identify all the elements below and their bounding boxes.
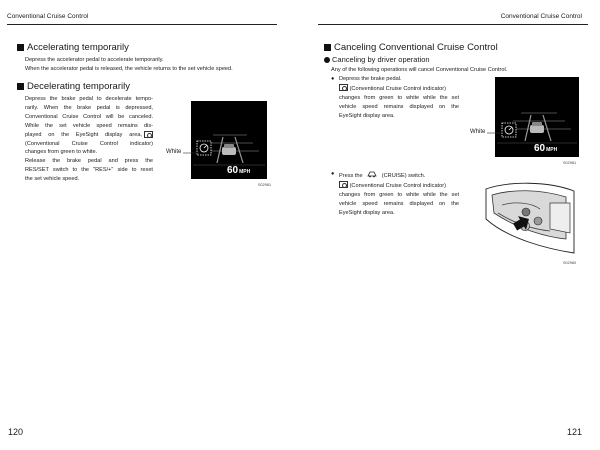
figure-code: S02981 [258,183,272,187]
section-heading-decelerating: Decelerating temporarily [17,81,130,92]
cruise-indicator-icon [339,84,348,91]
running-header-right: Conventional Cruise Control [500,13,582,20]
eyesight-display-figure [495,77,579,157]
car-icon [530,125,544,133]
subheading-driver-operation: Canceling by driver operation [324,55,430,64]
callout-line [487,130,502,136]
square-bullet-icon [17,44,24,51]
cruise-switch-icon [366,170,378,178]
decelerating-text: Depress the brake pedal to decelerate tempo- rarily. When the brake pedal is depressed, Conventional Cruise Control will be canceled. While the set vehicle speed remains dis- played on the EyeSight display area, (Conventional Cruise Control indicator) changes from green to white. Release the brake pedal and press the RES/SET switch to the "RES/+" side to reset the set vehicle speed. [25,96,153,183]
round-bullet-icon [324,57,330,63]
bullet-cruise-switch: ● Press the (CRUISE) switch. (Conventional Cruise Control indicator) changes from green to white while the set vehicle speed remains displayed on the EyeSight display area. [331,171,459,216]
callout-line [183,150,199,156]
square-bullet-icon [324,44,331,51]
callout-white-label: White [470,129,486,135]
figure-code: S02981 [563,161,577,165]
car-icon [222,147,236,155]
steering-wheel-figure [478,179,580,257]
section-heading-canceling: Canceling Conventional Cruise Control [324,42,498,53]
section-heading-accelerating: Accelerating temporarily [17,42,129,53]
cruise-indicator-icon [144,131,153,138]
callout-white-label: White [166,149,182,155]
cruise-indicator-icon [339,181,348,188]
square-bullet-icon [17,83,24,90]
speed-readout: 60MPH [227,165,251,176]
accelerating-text: Depress the accelerator pedal to accelerate temporarily. When the accelerator pedal is released, the vehicle returns to the set vehicle speed. [25,57,233,72]
running-header-left: Conventional Cruise Control [7,13,89,20]
figure-code: S02980 [563,261,577,265]
header-rule-left [7,24,277,25]
header-rule-right [318,24,588,25]
page-number-right: 121 [566,427,582,437]
bullet-brake-pedal: ● Depress the brake pedal. (Conventional Cruise Control indicator) changes from green to white while the set vehicle speed remains displayed on the EyeSight display area. [331,76,459,119]
eyesight-display-figure [191,101,267,179]
speed-readout: 60MPH [534,143,558,154]
page-number-left: 120 [8,427,24,437]
cancel-intro: Any of the following operations will cancel Conventional Cruise Control. [331,67,508,73]
